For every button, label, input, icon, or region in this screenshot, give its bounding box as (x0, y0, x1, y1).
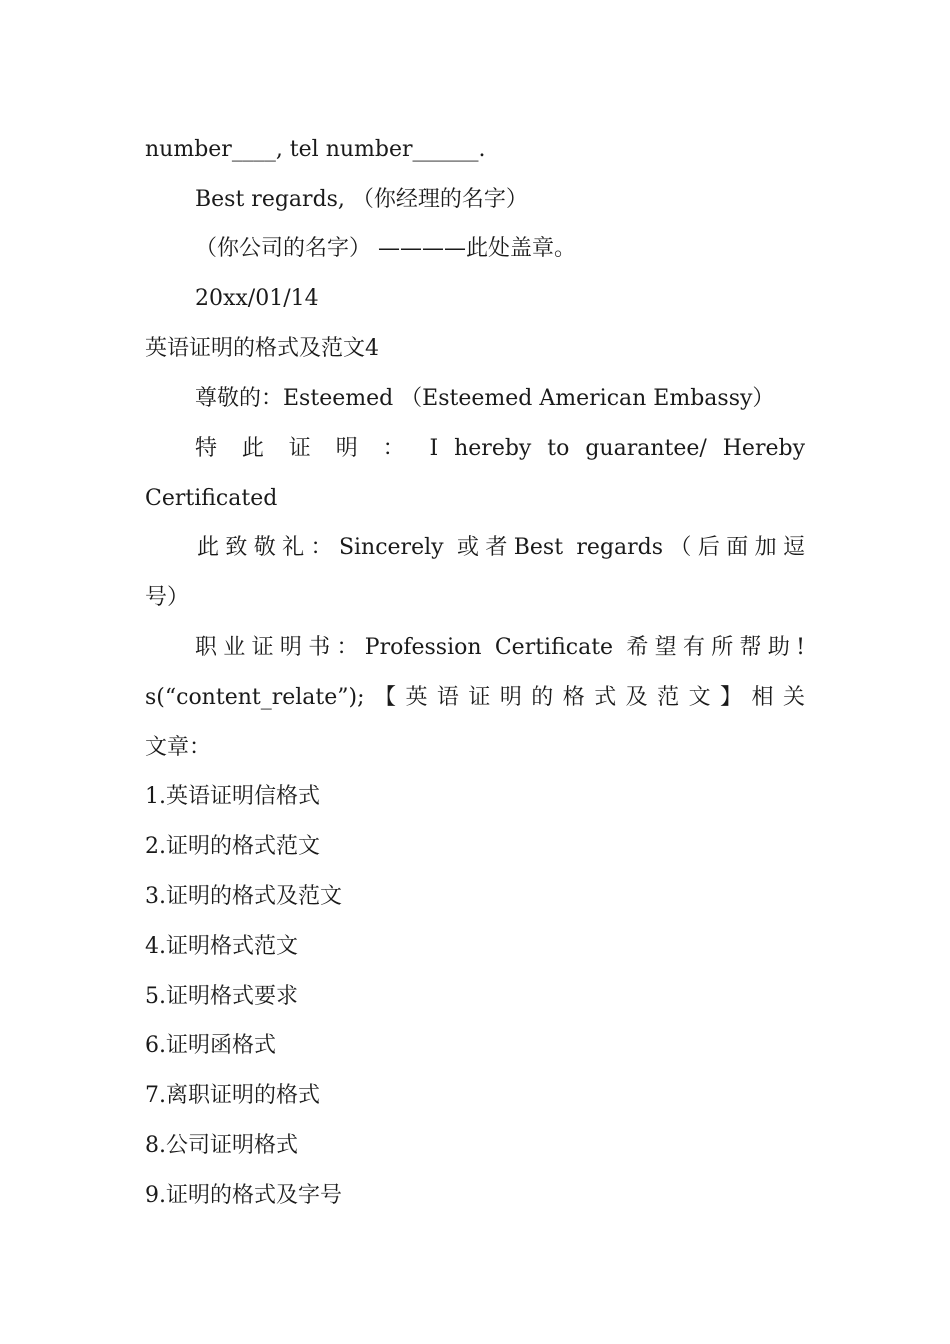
text-line-profession-certificate: 职业证明书：Profession Certificate 希望有所帮助! (195, 635, 805, 660)
text-line-company-seal: （你公司的名字） ————此处盖章。 (195, 236, 576, 261)
text-line-best-regards: Best regards, （你经理的名字） (195, 187, 528, 212)
text-line-certificated: Certificated (145, 486, 278, 511)
text-line-content-relate: s(“content_relate”);【英语证明的格式及范文】相关 (145, 685, 805, 710)
text-line-contact-numbers: number____, tel number______. (145, 137, 486, 162)
text-line-articles-label: 文章： (145, 735, 212, 760)
text-line-sincerely: 此致敬礼：Sincerely 或者Best regards（后面加逗 (197, 535, 805, 560)
list-item[interactable]: 4.证明格式范文 (145, 934, 298, 959)
list-item[interactable]: 3.证明的格式及范文 (145, 884, 342, 909)
text-line-comma-note: 号） (145, 585, 190, 610)
text-line-date: 20xx/01/14 (195, 286, 319, 311)
text-line-hereby: 特 此 证 明 ： I hereby to guarantee/ Hereby (195, 436, 805, 461)
list-item[interactable]: 8.公司证明格式 (145, 1133, 298, 1158)
list-item[interactable]: 7.离职证明的格式 (145, 1083, 320, 1108)
list-item[interactable]: 2.证明的格式范文 (145, 834, 320, 859)
list-item[interactable]: 6.证明函格式 (145, 1033, 276, 1058)
list-item[interactable]: 9.证明的格式及字号 (145, 1183, 342, 1208)
text-line-esteemed: 尊敬的：Esteemed （Esteemed American Embassy） (195, 386, 775, 411)
list-item[interactable]: 1.英语证明信格式 (145, 784, 320, 809)
list-item[interactable]: 5.证明格式要求 (145, 984, 298, 1009)
section-heading: 英语证明的格式及范文4 (145, 336, 379, 361)
